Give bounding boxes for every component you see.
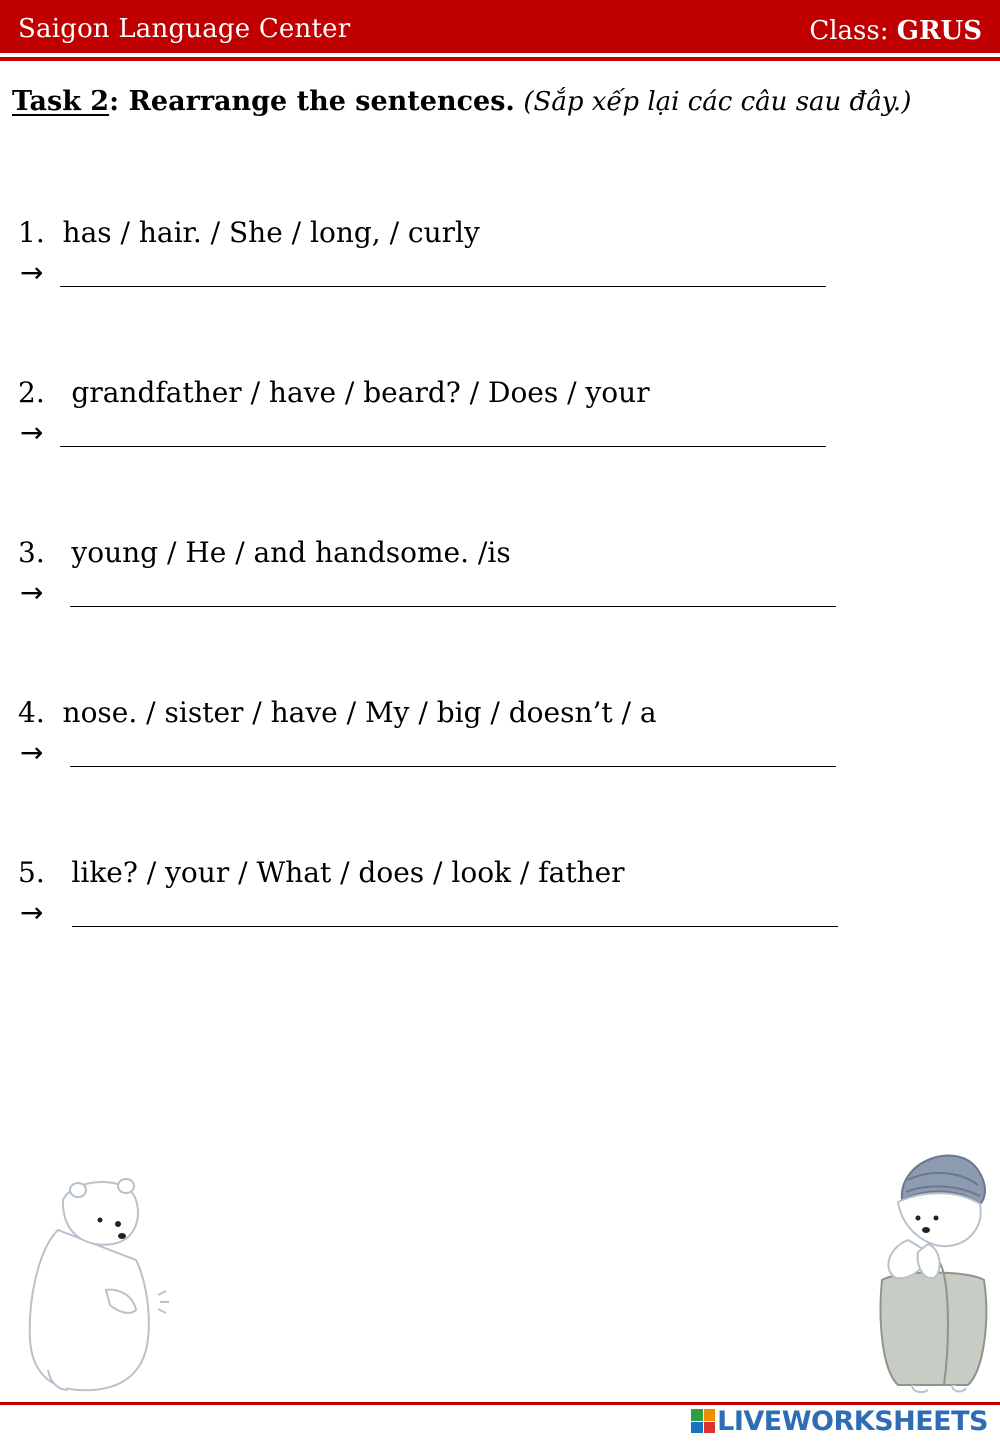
exercise-item-3 <box>18 536 918 569</box>
arrow-icon: → <box>20 416 44 449</box>
item-number: 1. <box>18 216 45 249</box>
class-value: GRUS <box>896 16 982 46</box>
arrow-icon: → <box>20 576 44 609</box>
answer-line-2[interactable] <box>60 446 826 447</box>
item-scrambled-words: young / He / and handsome. /is <box>71 536 511 569</box>
class-label-text: Class: <box>809 16 897 46</box>
exercise-item-5 <box>18 856 918 889</box>
exercise-item-1 <box>18 216 918 249</box>
arrow-icon: → <box>20 736 44 769</box>
header-divider <box>0 57 1000 61</box>
task-translation: (Sắp xếp lại các câu sau đây.) <box>523 87 912 117</box>
class-label <box>809 16 982 46</box>
item-number: 5. <box>18 856 45 889</box>
liveworksheets-logo[interactable] <box>691 1404 988 1438</box>
page-header <box>0 0 1000 53</box>
answer-line-3[interactable] <box>70 606 836 607</box>
item-number: 4. <box>18 696 45 729</box>
task-heading <box>12 84 972 120</box>
arrow-icon: → <box>20 256 44 289</box>
polar-bear-illustration <box>18 1170 178 1395</box>
polar-bear-beanie-illustration <box>868 1140 998 1395</box>
item-scrambled-words: nose. / sister / have / My / big / doesn’t / a <box>62 696 657 729</box>
item-scrambled-words: like? / your / What / does / look / father <box>71 856 625 889</box>
task-instruction: : Rearrange the sentences. <box>109 86 515 117</box>
center-name: Saigon Language Center <box>18 14 351 44</box>
exercise-item-2 <box>18 376 918 409</box>
arrow-icon: → <box>20 896 44 929</box>
answer-line-4[interactable] <box>70 766 836 767</box>
task-title <box>12 86 515 117</box>
exercise-item-4 <box>18 696 918 729</box>
answer-line-5[interactable] <box>72 926 838 927</box>
logo-text: LIVEWORKSHEETS <box>717 1405 988 1437</box>
task-number: Task 2 <box>12 86 110 117</box>
item-scrambled-words: grandfather / have / beard? / Does / your <box>71 376 650 409</box>
item-scrambled-words: has / hair. / She / long, / curly <box>62 216 480 249</box>
answer-line-1[interactable] <box>60 286 826 287</box>
logo-badge-icon <box>691 1409 715 1433</box>
item-number: 2. <box>18 376 45 409</box>
item-number: 3. <box>18 536 45 569</box>
